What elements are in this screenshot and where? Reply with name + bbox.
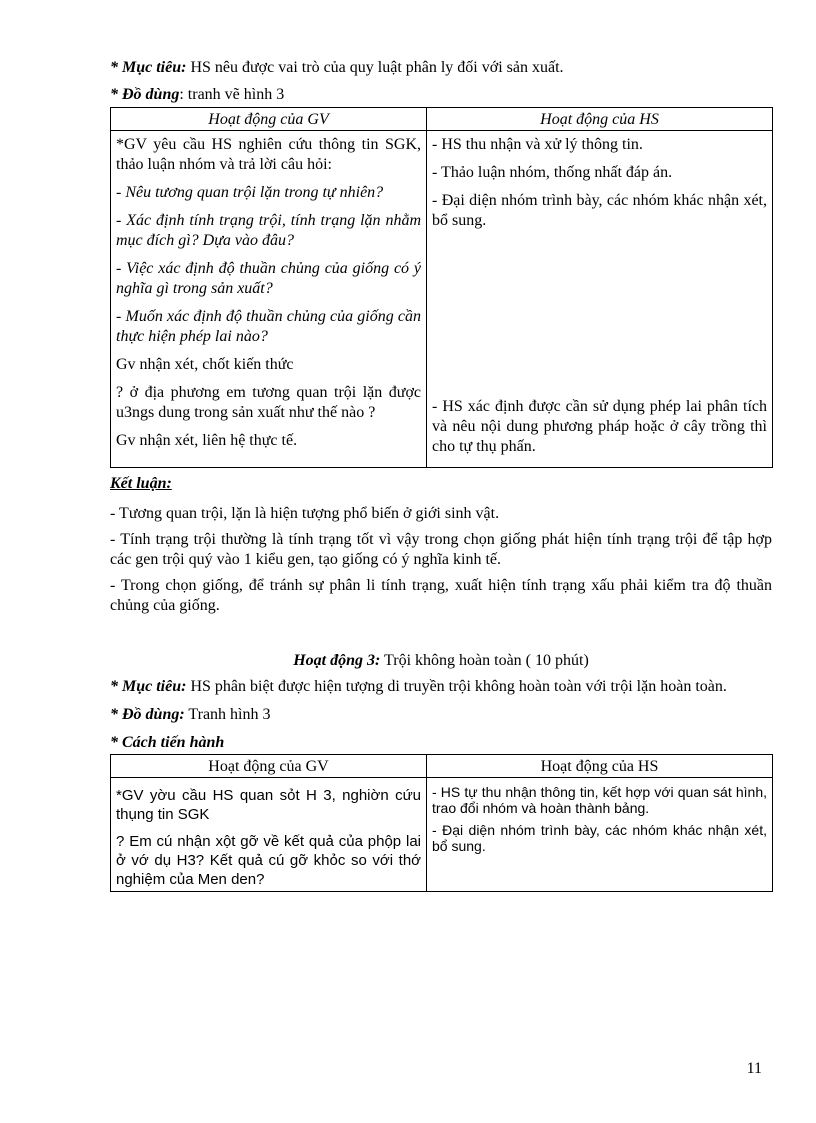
header-hs: Hoạt động của HS <box>427 755 773 778</box>
hs-item: - HS thu nhận và xử lý thông tin. <box>432 136 643 153</box>
gv-item: ? ở địa phương em tương quan trội lặn được u3ngs dung trong sản xuất như thế nào ? <box>116 384 421 421</box>
tools-text: : tranh vẽ hình 3 <box>179 86 285 103</box>
activity3-tools-label: * Đồ dùng: <box>110 706 185 723</box>
table-row <box>111 131 773 468</box>
activity3-method <box>110 733 772 753</box>
hs-item: - Đại diện nhóm trình bày, các nhóm khác nhận xét, bổ sung. <box>432 822 767 854</box>
activity3-method-label: * Cách tiến hành <box>110 734 225 751</box>
activity3-objective <box>110 677 772 697</box>
gv-cell <box>111 131 427 468</box>
gv-cell <box>111 778 427 892</box>
hs-cell <box>427 131 773 468</box>
gv-item: *GV yêu cầu HS nghiên cứu thông tin SGK, thảo luận nhóm và trả lời câu hỏi: <box>116 136 421 173</box>
gv-question: - Việc xác định độ thuần chủng của giống có ý nghĩa gì trong sản xuất? <box>116 260 421 297</box>
activity3-title-label: Hoạt động 3: <box>293 652 381 669</box>
activity3-tools-text: Tranh hình 3 <box>184 706 271 723</box>
gv-item: Gv nhận xét, liên hệ thực tế. <box>116 432 298 449</box>
activity3-title-text: Trội không hoàn toàn ( 10 phút) <box>380 652 589 669</box>
gv-question: - Nêu tương quan trội lặn trong tự nhiên? <box>116 184 384 201</box>
conclusion-label: Kết luận: <box>110 475 172 492</box>
activity3-objective-text: HS phân biệt được hiện tượng di truyền trội không hoàn toàn với trội lặn hoàn toàn. <box>186 678 727 695</box>
activity-table-2 <box>110 754 773 892</box>
hs-item: - Thảo luận nhóm, thống nhất đáp án. <box>432 164 673 181</box>
hs-item: - HS tự thu nhận thông tin, kết hợp với quan sát hình, trao đổi nhóm và hoàn thành bảng. <box>432 784 767 816</box>
activity3-objective-label: * Mục tiêu: <box>110 678 187 695</box>
activity3-title <box>110 651 772 671</box>
gv-question: - Xác định tính trạng trội, tính trạng lặn nhằm mục đích gì? Dựa vào đâu? <box>116 212 421 249</box>
conclusion-item: - Trong chọn giống, để tránh sự phân li tính trạng, xuất hiện tính trạng xấu phải kiểm tra độ thuần chủng của giống. <box>110 577 772 614</box>
conclusion-item: - Tính trạng trội thường là tính trạng tốt vì vậy trong chọn giống phát hiện tính trạng trội để tập hợp các gen trội quý vào 1 kiểu gen, tạo giống có ý nghĩa kinh tế. <box>110 531 772 568</box>
header-hs: Hoạt động của HS <box>427 108 773 131</box>
tools-line <box>110 85 772 105</box>
objective-text: HS nêu được vai trò của quy luật phân ly đối với sản xuất. <box>186 59 564 76</box>
table-header-row <box>111 108 773 131</box>
tools-label: * Đồ dùng <box>110 86 180 103</box>
objective-line <box>110 58 772 78</box>
gv-item: Gv nhận xét, chốt kiến thức <box>116 356 294 373</box>
hs-item: - Đại diện nhóm trình bày, các nhóm khác nhận xét, bổ sung. <box>432 192 767 229</box>
objective-label: * Mục tiêu: <box>110 59 187 76</box>
hs-cell <box>427 778 773 892</box>
document-page <box>110 54 772 892</box>
gv-question: - Muốn xác định độ thuần chủng của giống cần thực hiện phép lai nào? <box>116 308 421 345</box>
hs-item: - HS xác định được cần sử dụng phép lai phân tích và nêu nội dung phương pháp hoặc ở cây trồng thì cho tự thụ phấn. <box>432 398 767 455</box>
gv-item: ? Em cú nhận xột gỡ về kết quả của phộp lai ở vớ dụ H3? Kết quả cú gỡ khỏc so với thớ nghiệm của Men den? <box>116 833 421 888</box>
header-gv: Hoạt động của GV <box>111 755 427 778</box>
activity-table-1 <box>110 107 773 468</box>
header-gv: Hoạt động của GV <box>111 108 427 131</box>
page-number: 11 <box>746 1060 762 1077</box>
conclusion-item: - Tương quan trội, lặn là hiện tượng phổ biến ở giới sinh vật. <box>110 505 500 522</box>
table-header-row <box>111 755 773 778</box>
activity3-tools <box>110 705 772 725</box>
gv-item: *GV yờu cầu HS quan sỏt H 3, nghiờn cứu thụng tin SGK <box>116 787 421 823</box>
table-row <box>111 778 773 892</box>
